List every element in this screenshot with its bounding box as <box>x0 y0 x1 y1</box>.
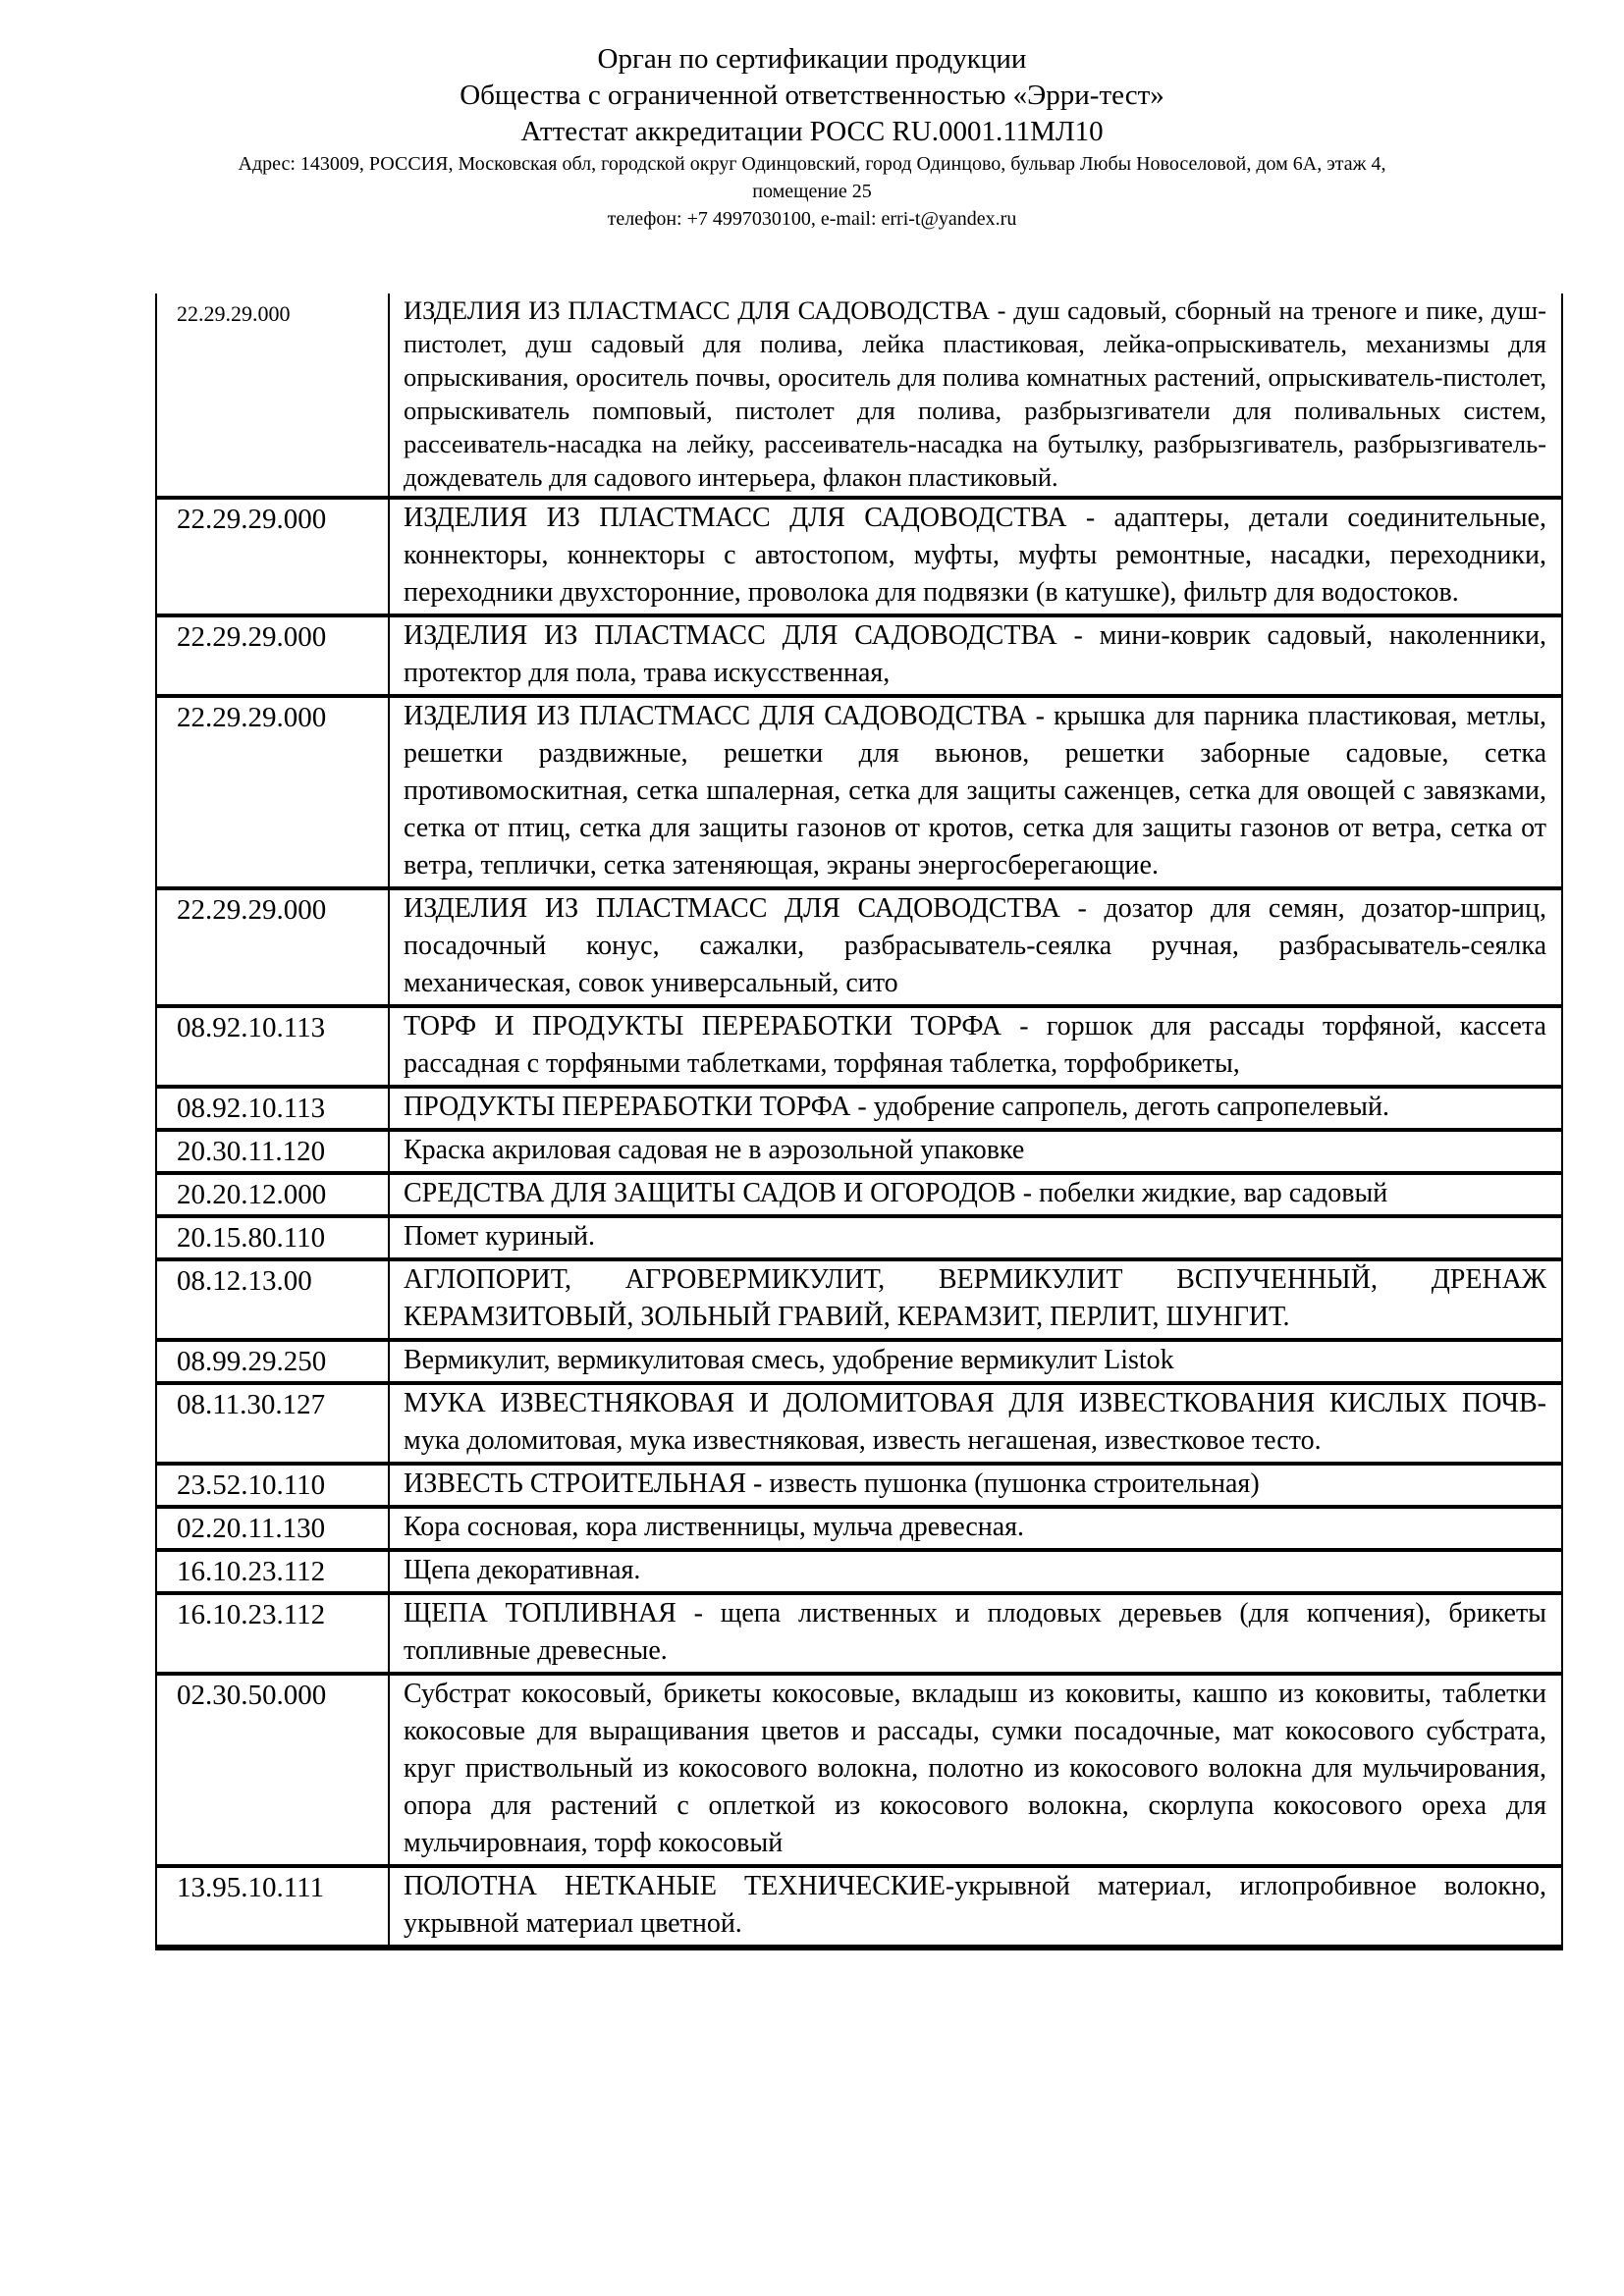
product-description-cell: Вермикулит, вермикулитовая смесь, удобрение вермикулит Listok <box>389 1340 1562 1383</box>
header-org-line2: Общества с ограниченной ответственностью «Эрри-тест» <box>460 80 1164 111</box>
table-row <box>156 1593 1562 1674</box>
product-code-cell: 08.11.30.127 <box>156 1383 389 1464</box>
product-code-cell: 22.29.29.000 <box>156 294 389 498</box>
header-org-line1: Орган по сертификации продукции <box>597 43 1027 75</box>
product-code-cell: 02.30.50.000 <box>156 1674 389 1866</box>
table-row <box>156 294 1562 498</box>
header-address-line1: Адрес: 143009, РОССИЯ, Московская обл, городской округ Одинцовский, город Одинцово, бульвар Любы Новоселовой, дом 6А, этаж 4, <box>238 153 1386 175</box>
table-row <box>156 1550 1562 1593</box>
table-row <box>156 1340 1562 1383</box>
product-code-cell: 23.52.10.110 <box>156 1464 389 1507</box>
product-description-cell: Субстрат кокосовый, брикеты кокосовые, вкладыш из коковиты, кашпо из коковиты, таблетки кокосовые для выращивания цветов и рассады, сумки посадочные, мат кокосового субстрата, круг приствольный из кокосового волокна, полотно из кокосового волокна для мульчирования, опора для растений с оплеткой из кокосового волокна, скорлупа кокосового ореха для мульчировнаия, торф кокосовый <box>389 1674 1562 1866</box>
product-description-cell: АГЛОПОРИТ, АГРОВЕРМИКУЛИТ, ВЕРМИКУЛИТ ВСПУЧЕННЫЙ, ДРЕНАЖ КЕРАМЗИТОВЫЙ, ЗОЛЬНЫЙ ГРАВИЙ, КЕРАМЗИТ, ПЕРЛИТ, ШУНГИТ. <box>389 1259 1562 1340</box>
header-accreditation: Аттестат аккредитации РОСС RU.0001.11МЛ10 <box>520 116 1104 147</box>
table-row <box>156 1464 1562 1507</box>
product-description-cell: ИЗВЕСТЬ СТРОИТЕЛЬНАЯ - известь пушонка (пушонка строительная) <box>389 1464 1562 1507</box>
product-code-cell: 20.15.80.110 <box>156 1216 389 1259</box>
table-row <box>156 1087 1562 1130</box>
document-header <box>0 0 1624 233</box>
header-contacts: телефон: +7 4997030100, e-mail: erri-t@yandex.ru <box>607 208 1017 230</box>
product-description-cell: СРЕДСТВА ДЛЯ ЗАЩИТЫ САДОВ И ОГОРОДОВ - побелки жидкие, вар садовый <box>389 1173 1562 1216</box>
product-code-cell: 16.10.23.112 <box>156 1593 389 1674</box>
product-description-cell: Щепа декоративная. <box>389 1550 1562 1593</box>
table-row <box>156 1173 1562 1216</box>
product-description-cell: ИЗДЕЛИЯ ИЗ ПЛАСТМАСС ДЛЯ САДОВОДСТВА - мини-коврик садовый, наколенники, протектор для пола, трава искусственная, <box>389 615 1562 696</box>
product-code-cell: 20.20.12.000 <box>156 1173 389 1216</box>
table-row <box>156 1216 1562 1259</box>
product-code-cell: 16.10.23.112 <box>156 1550 389 1593</box>
table-row <box>156 1383 1562 1464</box>
table-row <box>156 615 1562 696</box>
product-table-body <box>156 294 1562 1948</box>
table-row <box>156 1674 1562 1866</box>
table-row <box>156 1259 1562 1340</box>
product-code-cell: 22.29.29.000 <box>156 888 389 1006</box>
product-description-cell: Краска акриловая садовая не в аэрозольной упаковке <box>389 1130 1562 1173</box>
product-code-cell: 22.29.29.000 <box>156 498 389 615</box>
table-row <box>156 1507 1562 1550</box>
product-description-cell: МУКА ИЗВЕСТНЯКОВАЯ И ДОЛОМИТОВАЯ ДЛЯ ИЗВЕСТКОВАНИЯ КИСЛЫХ ПОЧВ-мука доломитовая, мука известняковая, известь негашеная, известковое тесто. <box>389 1383 1562 1464</box>
product-codes-table <box>155 294 1563 1950</box>
product-description-cell: ИЗДЕЛИЯ ИЗ ПЛАСТМАСС ДЛЯ САДОВОДСТВА - крышка для парника пластиковая, метлы, решетки раздвижные, решетки для вьюнов, решетки заборные садовые, сетка противомоскитная, сетка шпалерная, сетка для защиты саженцев, сетка для овощей с завязками, сетка от птиц, сетка для защиты газонов от кротов, сетка для защиты газонов от ветра, сетка от ветра, теплички, сетка затеняющая, экраны энергосберегающие. <box>389 696 1562 888</box>
product-description-cell: ЩЕПА ТОПЛИВНАЯ - щепа лиственных и плодовых деревьев (для копчения), брикеты топливные древесные. <box>389 1593 1562 1674</box>
product-description-cell: ИЗДЕЛИЯ ИЗ ПЛАСТМАСС ДЛЯ САДОВОДСТВА - адаптеры, детали соединительные, коннекторы, коннекторы с автостопом, муфты, муфты ремонтные, насадки, переходники, переходники двухсторонние, проволока для подвязки (в катушке), фильтр для водостоков. <box>389 498 1562 615</box>
table-row <box>156 696 1562 888</box>
product-code-cell: 08.92.10.113 <box>156 1006 389 1087</box>
table-row <box>156 498 1562 615</box>
product-description-cell: ПРОДУКТЫ ПЕРЕРАБОТКИ ТОРФА - удобрение сапропель, деготь сапропелевый. <box>389 1087 1562 1130</box>
product-description-cell: Кора сосновая, кора лиственницы, мульча древесная. <box>389 1507 1562 1550</box>
table-row <box>156 1130 1562 1173</box>
product-description-cell: ПОЛОТНА НЕТКАНЫЕ ТЕХНИЧЕСКИЕ-укрывной материал, иглопробивное волокно, укрывной материал цветной. <box>389 1866 1562 1948</box>
product-description-cell: ТОРФ И ПРОДУКТЫ ПЕРЕРАБОТКИ ТОРФА - горшок для рассады торфяной, кассета рассадная с торфяными таблетками, торфяная таблетка, торфобрикеты, <box>389 1006 1562 1087</box>
table-row <box>156 1866 1562 1948</box>
header-address-line2: помещение 25 <box>752 181 872 202</box>
product-code-cell: 02.20.11.130 <box>156 1507 389 1550</box>
product-code-cell: 08.99.29.250 <box>156 1340 389 1383</box>
product-description-cell: ИЗДЕЛИЯ ИЗ ПЛАСТМАСС ДЛЯ САДОВОДСТВА - дозатор для семян, дозатор-шприц, посадочный конус, сажалки, разбрасыватель-сеялка ручная, разбрасыватель-сеялка механическая, совок универсальный, сито <box>389 888 1562 1006</box>
product-description-cell: Помет куриный. <box>389 1216 1562 1259</box>
product-code-cell: 08.12.13.00 <box>156 1259 389 1340</box>
product-code-cell: 08.92.10.113 <box>156 1087 389 1130</box>
table-row <box>156 1006 1562 1087</box>
product-code-cell: 22.29.29.000 <box>156 615 389 696</box>
product-code-cell: 20.30.11.120 <box>156 1130 389 1173</box>
product-description-cell: ИЗДЕЛИЯ ИЗ ПЛАСТМАСС ДЛЯ САДОВОДСТВА - душ садовый, сборный на треноге и пике, душ-пистолет, душ садовый для полива, лейка пластиковая, лейка-опрыскиватель, механизмы для опрыскивания, ороситель почвы, ороситель для полива комнатных растений, опрыскиватель-пистолет, опрыскиватель помповый, пистолет для полива, разбрызгиватели для поливальных систем, рассеиватель-насадка на лейку, рассеиватель-насадка на бутылку, разбрызгиватель, разбрызгиватель-дождеватель для садового интерьера, флакон пластиковый. <box>389 294 1562 498</box>
table-row <box>156 888 1562 1006</box>
product-code-cell: 22.29.29.000 <box>156 696 389 888</box>
product-code-cell: 13.95.10.111 <box>156 1866 389 1948</box>
